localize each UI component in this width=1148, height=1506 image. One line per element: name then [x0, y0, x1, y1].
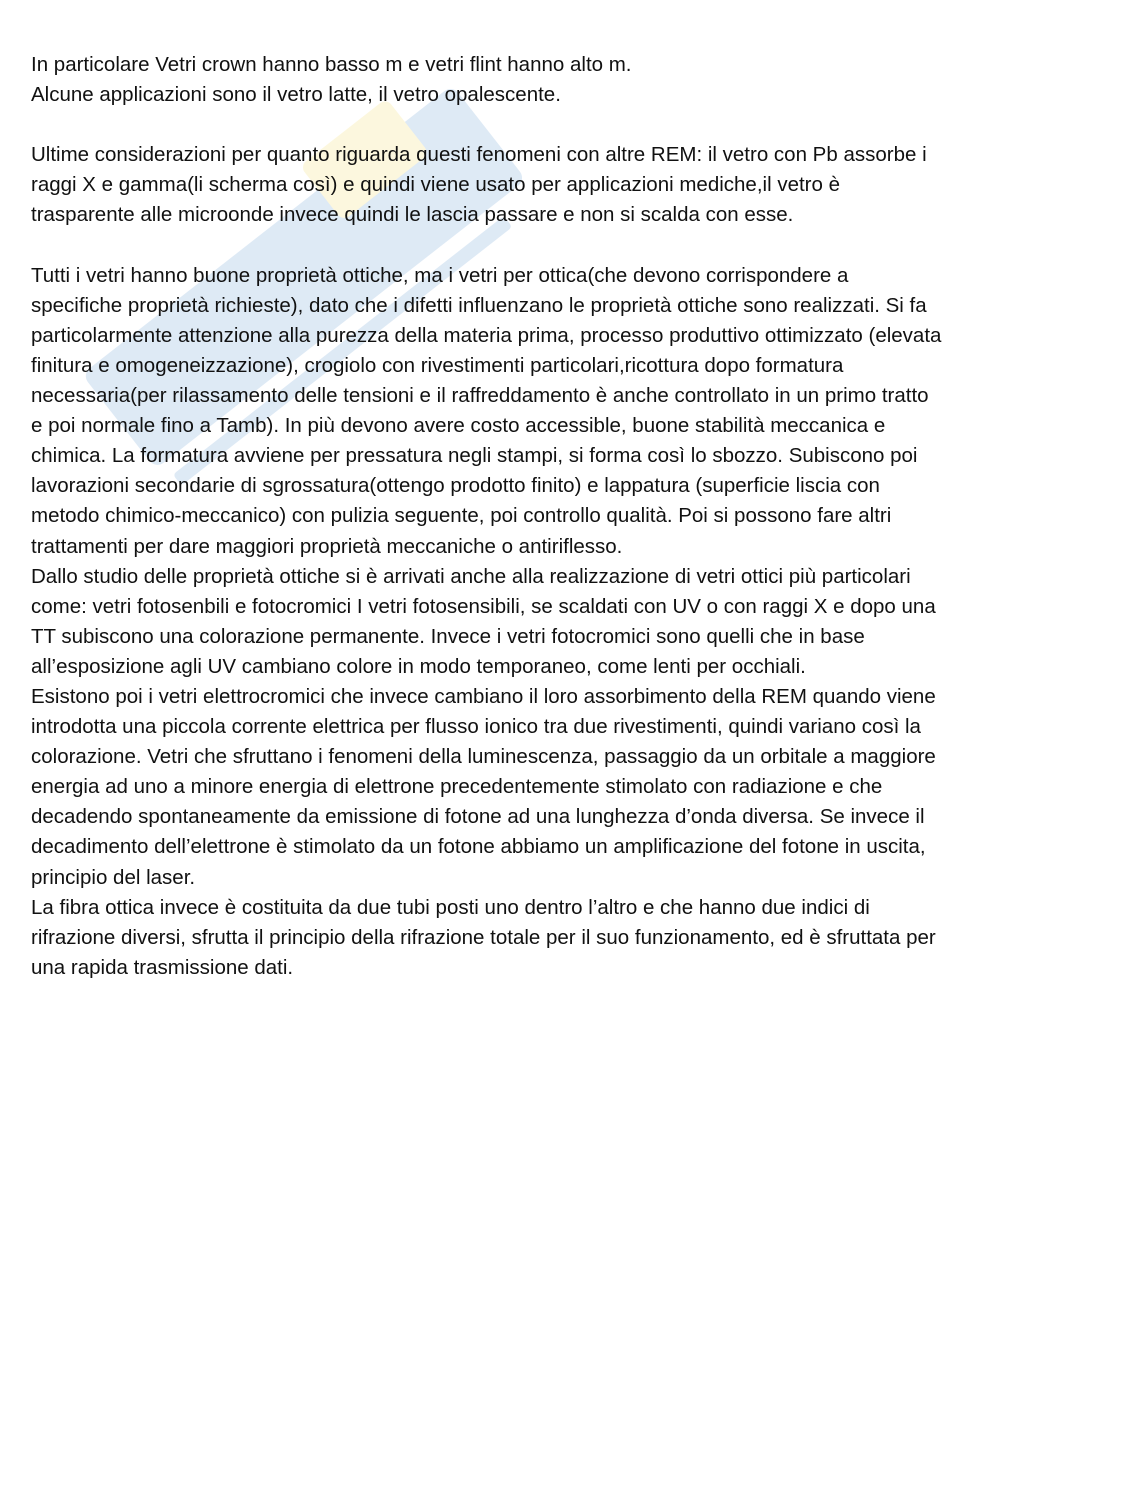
- paragraph-gap: [31, 110, 1121, 140]
- paragraph-optical-glass: Tutti i vetri hanno buone proprietà ottiche, ma i vetri per ottica(che devono corrispondere a specifiche proprietà richieste), dato che i difetti influenzano le proprietà ottiche sono realizzati. Si fa particolarmente attenzione alla purezza della materia prima, processo produttivo ottimizzato (elevata finitura e omogeneizzazione), crogiolo con rivestimenti particolari,ricottura dopo formatura necessaria(per rilassamento delle tensioni e il raffreddamento è anche controllato in un primo tratto e poi normale fino a Tamb). In più devono avere costo accessible, buone stabilità meccanica e chimica. La formatura avviene per pressatura negli stampi, si forma così lo sbozzo. Subiscono poi lavorazioni secondarie di sgrossatura(ottengo prodotto finito) e lappatura (superficie liscia con metodo chimico-meccanico) con pulizia seguente, poi controllo qualità. Poi si possono fare altri trattamenti per dare maggiori proprietà meccaniche o antiriflesso. Dallo studio delle proprietà ottiche si è arrivati anche alla realizzazione di vetri ottici più particolari come: vetri fotosenbili e fotocromici I vetri fotosensibili, se scaldati con UV o con raggi X e dopo una TT subiscono una colorazione permanente. Invece i vetri fotocromici sono quelli che in base all’esposizione agli UV cambiano colore in modo temporaneo, come lenti per occhiali. Esistono poi i vetri elettrocromici che invece cambiano il loro assorbimento della REM quando viene introdotta una piccola corrente elettrica per flusso ionico tra due rivestimenti, quindi variano così la colorazione. Vetri che sfruttano i fenomeni della luminescenza, passaggio da un orbitale a maggiore energia ad uno a minore energia di elettrone precedentemente stimolato con radiazione e che decadendo spontaneamente da emissione di fotone ad una lunghezza d’onda diversa. Se invece il decadimento dell’elettrone è stimolato da un fotone abbiamo un amplificazione del fotone in uscita, principio del laser. La fibra ottica invece è costituita da due tubi posti uno dentro l’altro e che hanno due indici di rifrazione diversi, sfrutta il principio della rifrazione totale per il suo funzionamento, ed è sfruttata per una rapida trasmissione dati.: [31, 263, 942, 979]
- paragraph-intro: In particolare Vetri crown hanno basso m e vetri flint hanno alto m. Alcune applicazioni sono il vetro latte, il vetro opalescente.: [31, 53, 632, 107]
- paragraph-gap: [31, 231, 1121, 261]
- paragraph-rem: Ultime considerazioni per quanto riguarda questi fenomeni con altre REM: il vetro con Pb assorbe i raggi X e gamma(li scherma così) e quindi viene usato per applicazioni mediche,il vetro è trasparente alle microonde invece quindi le lascia passare e non si scalda con esse.: [31, 143, 927, 227]
- document-body: [31, 50, 1121, 983]
